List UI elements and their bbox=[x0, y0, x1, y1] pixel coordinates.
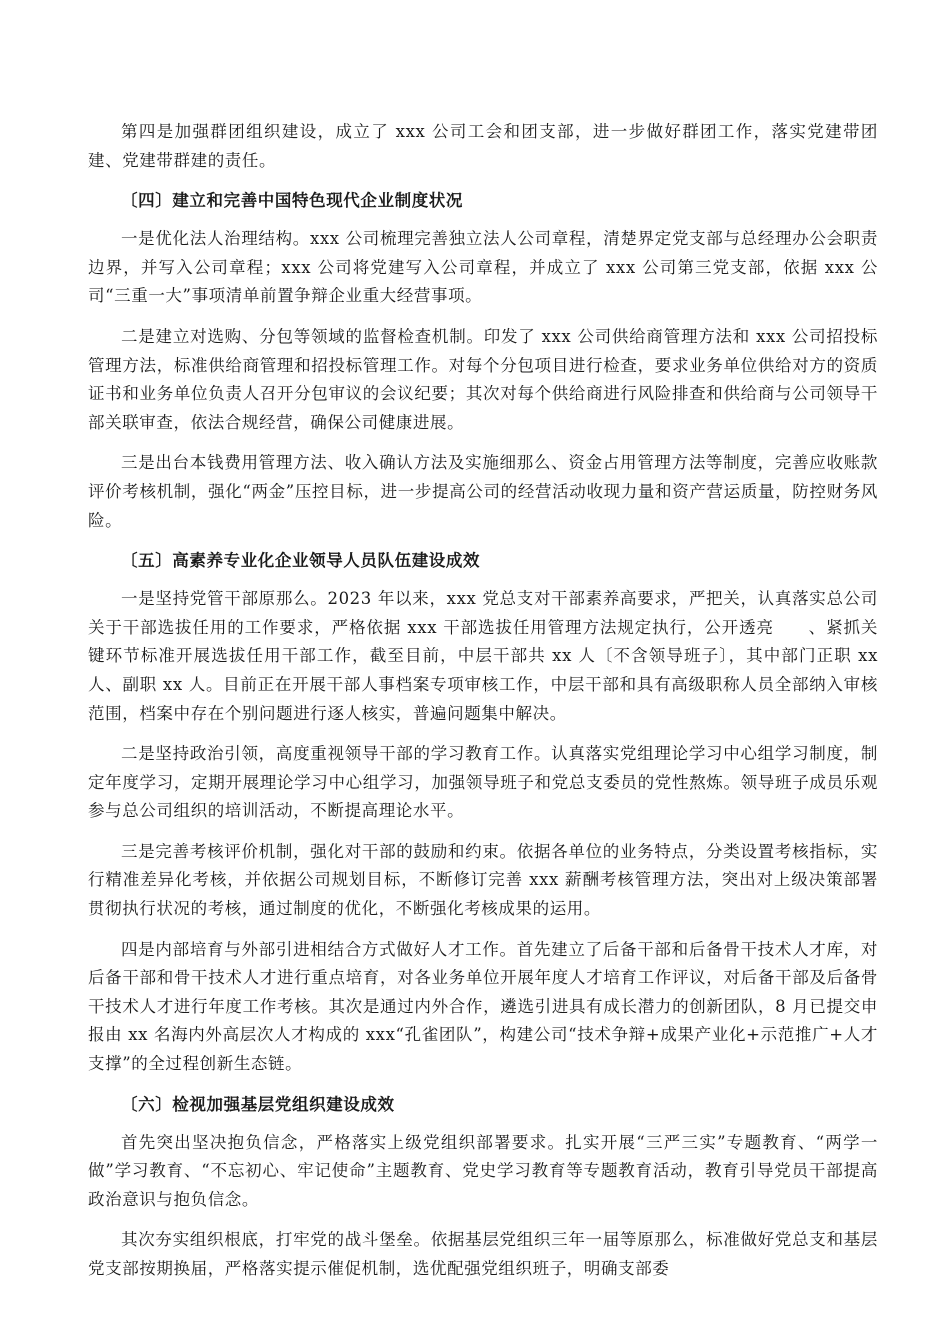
paragraph-evaluation: 三是完善考核评价机制，强化对干部的鼓励和约束。依据各单位的业务特点，分类设置考核指标，实行精准差异化考核，并依据公司规划目标，不断修订完善 xxx 薪酬考核管理方法，突出对上级决策部署贯彻执行状况的考核，通过制度的优化，不断强化考核成果的运用。 bbox=[88, 841, 878, 919]
paragraph-cost-management: 三是出台本钱费用管理方法、收入确认方法及实施细那么、资金占用管理方法等制度，完善应收账款评价考核机制，强化“两金”压控目标，进一步提高公司的经营活动收现力量和资产营运质量，防控财务风险。 bbox=[88, 453, 878, 530]
section-heading-5: 〔五〕高素养专业化企业领导人员队伍建设成效 bbox=[121, 551, 481, 571]
paragraph-organization: 其次夯实组织根底，打牢党的战斗堡垒。依据基层党组织三年一届等原那么，标准做好党总支和基层党支部按期换届，严格落实提示催促机制，选优配强党组织班子，明确支部委 bbox=[88, 1230, 878, 1278]
paragraph-ideals: 首先突出坚决抱负信念，严格落实上级党组织部署要求。扎实开展“三严三实”专题教育、“两学一做”学习教育、“不忘初心、牢记使命”主题教育、党史学习教育等专题教育活动，教育引导党员干部提高政治意识与抱负信念。 bbox=[88, 1132, 878, 1209]
paragraph-political-guidance: 二是坚持政治引领，高度重视领导干部的学习教育工作。认真落实党组理论学习中心组学习制度，制定年度学习，定期开展理论学习中心组学习，加强领导班子和党总支委员的党性熬炼。领导班子成员乐观参与总公司组织的培训活动，不断提高理论水平。 bbox=[88, 744, 878, 821]
section-heading-4: 〔四〕建立和完善中国特色现代企业制度状况 bbox=[121, 191, 463, 211]
paragraph-cadre-principle: 一是坚持党管干部原那么。2023 年以来，xxx 党总支对干部素养高要求，严把关，认真落实总公司关于干部选拔任用的工作要求，严格依据 xxx 干部选拔任用管理方法规定执行，公开透亮 、紧抓关键环节标准开展选拔任用干部工作，截至目前，中层干部共 xx 人〔不含领导班子〕，其中部门正职 xx 人、副职 xx 人。目前正在开展干部人事档案专项审核工作，中层干部和具有高级职称人员全部纳入审核范围，档案中存在个别问题进行逐人核实，普遍问题集中解决。 bbox=[88, 589, 878, 723]
paragraph-talent: 四是内部培育与外部引进相结合方式做好人才工作。首先建立了后备干部和后备骨干技术人才库，对后备干部和骨干技术人才进行重点培育，对各业务单位开展年度人才培育工作评议，对后备干部及后备骨干技术人才进行年度工作考核。其次是通过内外合作，遴选引进具有成长潜力的创新团队，8 月已提交申报由 xx 名海内外高层次人才构成的 xxx“孔雀团队”，构建公司“技术争辩+成果产业化+示范推广+人才支撑”的全过程创新生态链。 bbox=[88, 939, 878, 1074]
paragraph-governance: 一是优化法人治理结构。xxx 公司梳理完善独立法人公司章程，清楚界定党支部与总经理办公会职责边界，并写入公司章程；xxx 公司将党建写入公司章程，并成立了 xxx 公司第三党支部，依据 xxx 公司“三重一大”事项清单前置争辩企业重大经营事项。 bbox=[88, 229, 878, 306]
paragraph-supervision: 二是建立对选购、分包等领域的监督检查机制。印发了 xxx 公司供给商管理方法和 xxx 公司招投标管理方法，标准供给商管理和招投标管理工作。对每个分包项目进行检查，要求业务单位供给对方的资质证书和业务单位负责人召开分包审议的会议纪要；其次对每个供给商进行风险排查和供给商与公司领导干部关联审查，依法合规经营，确保公司健康进展。 bbox=[88, 326, 878, 432]
section-heading-6: 〔六〕检视加强基层党组织建设成效 bbox=[121, 1094, 395, 1114]
paragraph-group-work: 第四是加强群团组织建设，成立了 xxx 公司工会和团支部，进一步做好群团工作，落实党建带团建、党建带群建的责任。 bbox=[88, 122, 878, 170]
document-page bbox=[88, 118, 878, 1296]
